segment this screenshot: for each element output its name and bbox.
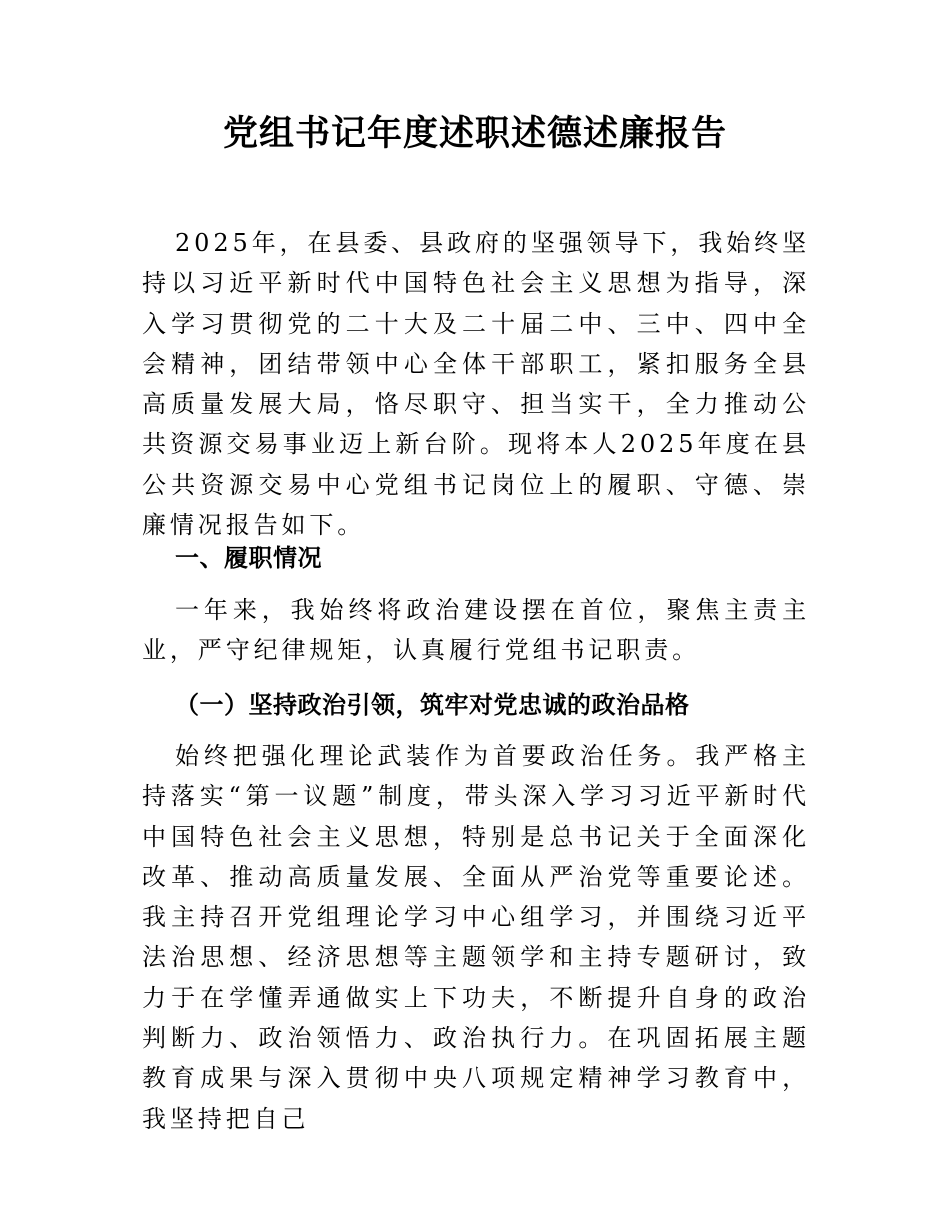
subsection-heading: （一）坚持政治引领，筑牢对党忠诚的政治品格 — [175, 690, 690, 719]
section-intro-paragraph: 一年来，我始终将政治建设摆在首位，聚焦主责主业，严守纪律规矩，认真履行党组书记职责。 — [142, 596, 810, 665]
document-title: 党组书记年度述职述德述廉报告 — [222, 113, 727, 154]
intro-paragraph: 2025年，在县委、县政府的坚强领导下，我始终坚持以习近平新时代中国特色社会主义思想为指导，深入学习贯彻党的二十大及二十届二中、三中、四中全会精神，团结带领中心全体干部职工，紧扣服务全县高质量发展大局，恪尽职守、担当实干，全力推动公共资源交易事业迈上新台阶。现将本人2025年度在县公共资源交易中心党组书记岗位上的履职、守德、崇廉情况报告如下。 — [142, 229, 810, 540]
section-heading: 一、履职情况 — [175, 544, 322, 572]
subsection-paragraph: 始终把强化理论武装作为首要政治任务。我严格主持落实“第一议题”制度，带头深入学习习近平新时代中国特色社会主义思想，特别是总书记关于全面深化改革、推动高质量发展、全面从严治党等重要论述。我主持召开党组理论学习中心组学习，并围绕习近平法治思想、经济思想等主题领学和主持专题研讨，致力于在学懂弄通做实上下功夫，不断提升自身的政治判断力、政治领悟力、政治执行力。在巩固拓展主题教育成果与深入贯彻中央八项规定精神学习教育中，我坚持把自己 — [142, 742, 810, 1133]
